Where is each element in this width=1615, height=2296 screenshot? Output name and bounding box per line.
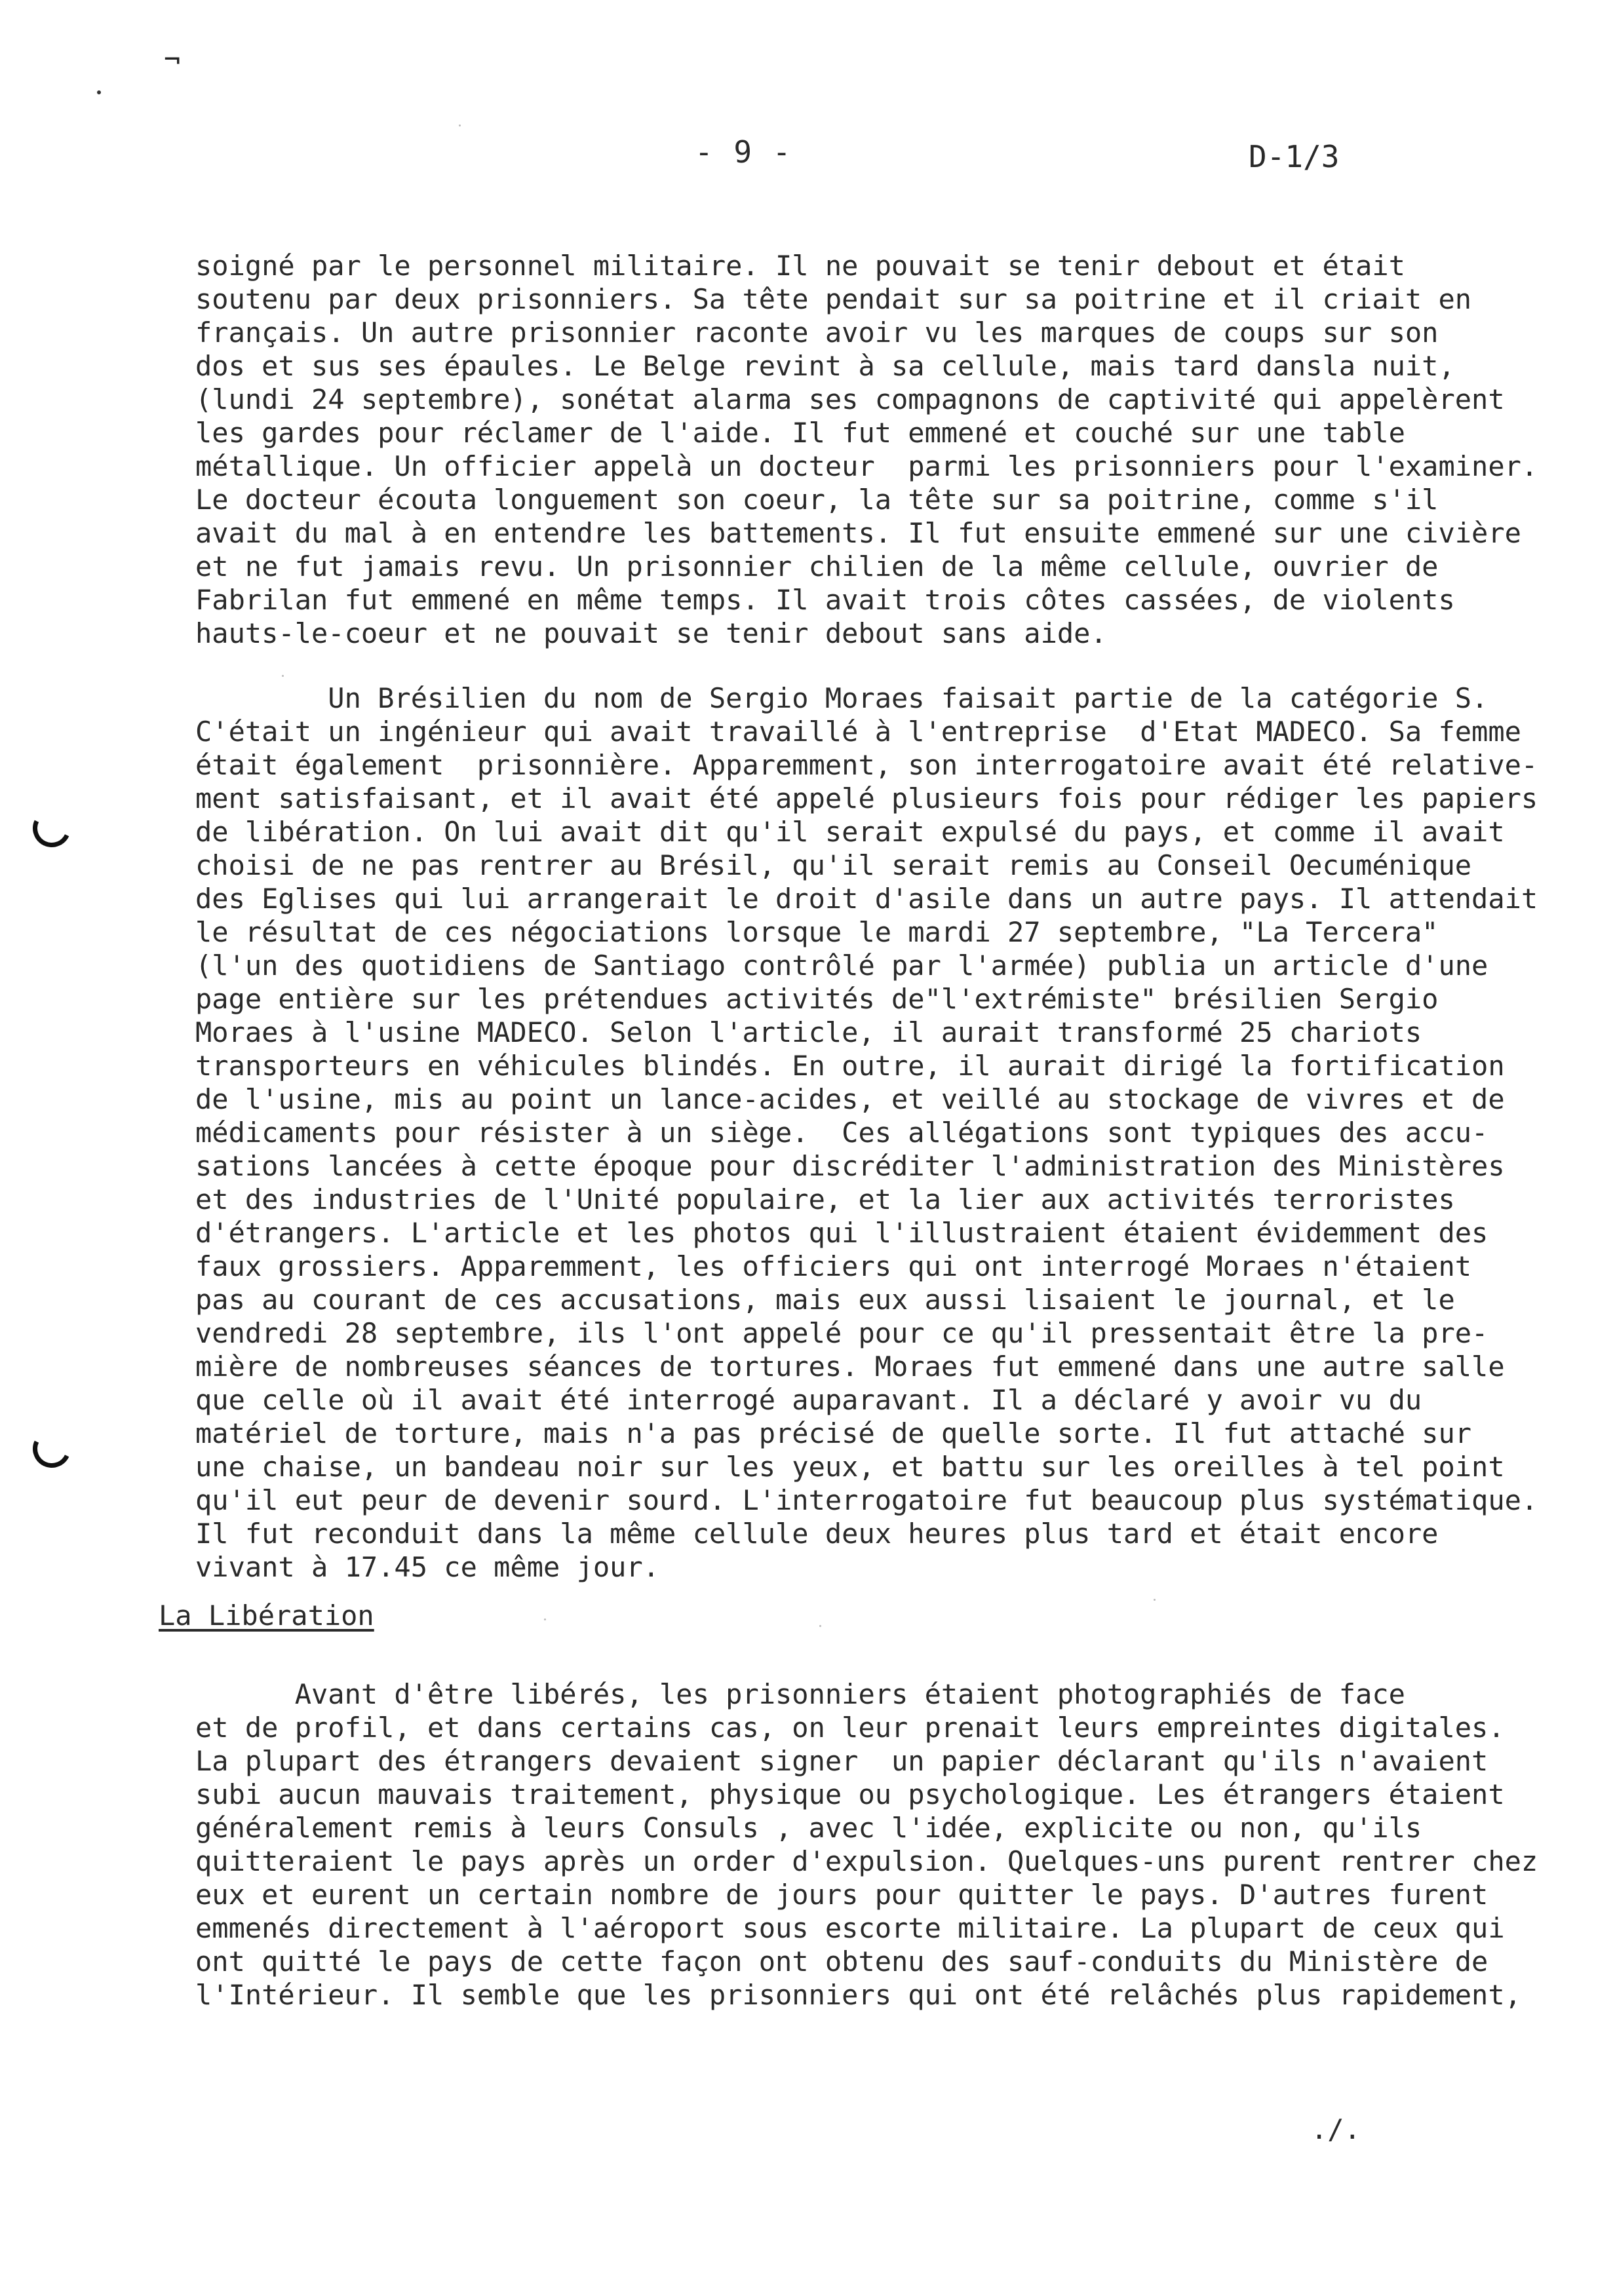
- speckle: [459, 124, 461, 126]
- text-line: métallique. Un officier appelà un docteur parmi les prisonniers pour l'examiner.: [195, 450, 1538, 482]
- speckle: [1154, 1599, 1156, 1601]
- text-line: page entière sur les prétendues activités de"l'extrémiste" brésilien Sergio: [195, 983, 1439, 1015]
- text-line: et des industries de l'Unité populaire, et la lier aux activités terroristes: [195, 1183, 1455, 1215]
- text-line: de libération. On lui avait dit qu'il serait expulsé du pays, et comme il avait: [195, 816, 1505, 848]
- text-line: vendredi 28 septembre, ils l'ont appelé pour ce qu'il pressentait être la pre-: [195, 1317, 1489, 1349]
- text-line: Avant d'être libérés, les prisonniers étaient photographiés de face: [195, 1678, 1405, 1710]
- text-line: d'étrangers. L'article et les photos qui l'illustraient étaient évidemment des: [195, 1217, 1489, 1249]
- text-line: Il fut reconduit dans la même cellule deux heures plus tard et était encore: [195, 1518, 1439, 1550]
- text-line: pas au courant de ces accusations, mais eux aussi lisaient le journal, et le: [195, 1284, 1455, 1316]
- text-line: emmenés directement à l'aéroport sous escorte militaire. La plupart de ceux qui: [195, 1912, 1505, 1944]
- text-line: qu'il eut peur de devenir sourd. L'interrogatoire fut beaucoup plus systématique.: [195, 1484, 1538, 1516]
- text-line: français. Un autre prisonnier raconte avoir vu les marques de coups sur son: [195, 316, 1439, 349]
- text-line: soutenu par deux prisonniers. Sa tête pendait sur sa poitrine et il criait en: [195, 283, 1472, 315]
- text-line: une chaise, un bandeau noir sur les yeux, et battu sur les oreilles à tel point: [195, 1451, 1505, 1483]
- text-line: sations lancées à cette époque pour discréditer l'administration des Ministères: [195, 1150, 1505, 1182]
- text-line: hauts-le-coeur et ne pouvait se tenir debout sans aide.: [195, 617, 1107, 649]
- text-line: avait du mal à en entendre les battements. Il fut ensuite emmené sur une civière: [195, 517, 1521, 549]
- text-line: transporteurs en véhicules blindés. En outre, il aurait dirigé la fortification: [195, 1050, 1505, 1082]
- text-line: Le docteur écouta longuement son coeur, la tête sur sa poitrine, comme s'il: [195, 484, 1439, 516]
- text-line: était également prisonnière. Apparemment, son interrogatoire avait été relative-: [195, 749, 1538, 781]
- text-line: soigné par le personnel militaire. Il ne pouvait se tenir debout et était: [195, 250, 1405, 282]
- speckle: [282, 675, 284, 677]
- text-line: (lundi 24 septembre), sonétat alarma ses compagnons de captivité qui appelèrent: [195, 383, 1505, 415]
- text-line: ont quitté le pays de cette façon ont obtenu des sauf-conduits du Ministère de: [195, 1945, 1489, 1978]
- speckle: [819, 1625, 821, 1627]
- text-line: Un Brésilien du nom de Sergio Moraes faisait partie de la catégorie S.: [195, 682, 1489, 714]
- paragraph-1: [195, 249, 1539, 650]
- text-line: choisi de ne pas rentrer au Brésil, qu'il serait remis au Conseil Oecuménique: [195, 849, 1472, 881]
- text-line: vivant à 17.45 ce même jour.: [195, 1551, 660, 1583]
- continuation-mark: ./.: [1311, 2113, 1361, 2145]
- punch-hole-mark: [28, 804, 76, 852]
- text-line: (l'un des quotidiens de Santiago contrôlé par l'armée) publia un article d'une: [195, 949, 1489, 982]
- page-number: - 9 -: [695, 134, 792, 170]
- text-line: Moraes à l'usine MADECO. Selon l'article, il aurait transformé 25 chariots: [195, 1016, 1422, 1048]
- punch-hole-mark: [28, 1425, 76, 1473]
- text-line: matériel de torture, mais n'a pas précisé de quelle sorte. Il fut attaché sur: [195, 1417, 1472, 1449]
- speckle: [544, 1618, 546, 1620]
- corner-mark: ¬: [164, 43, 181, 75]
- text-line: mière de nombreuses séances de tortures. Moraes fut emmené dans une autre salle: [195, 1350, 1505, 1383]
- paragraph-2: [195, 681, 1539, 1584]
- text-line: l'Intérieur. Il semble que les prisonniers qui ont été relâchés plus rapidement,: [195, 1979, 1521, 2011]
- text-line: dos et sus ses épaules. Le Belge revint à sa cellule, mais tard dansla nuit,: [195, 350, 1455, 382]
- text-line: subi aucun mauvais traitement, physique ou psychologique. Les étrangers étaient: [195, 1778, 1505, 1810]
- text-line: de l'usine, mis au point un lance-acides, et veillé au stockage de vivres et de: [195, 1083, 1505, 1115]
- text-line: La plupart des étrangers devaient signer un papier déclarant qu'ils n'avaient: [195, 1745, 1489, 1777]
- ink-dot: [97, 90, 101, 94]
- text-line: Fabrilan fut emmené en même temps. Il avait trois côtes cassées, de violents: [195, 584, 1455, 616]
- text-line: généralement remis à leurs Consuls , avec l'idée, explicite ou non, qu'ils: [195, 1812, 1422, 1844]
- text-line: et ne fut jamais revu. Un prisonnier chilien de la même cellule, ouvrier de: [195, 550, 1439, 583]
- text-line: ment satisfaisant, et il avait été appelé plusieurs fois pour rédiger les papiers: [195, 782, 1538, 814]
- text-line: et de profil, et dans certains cas, on leur prenait leurs empreintes digitales.: [195, 1712, 1505, 1744]
- document-reference: D-1/3: [1249, 139, 1340, 174]
- paragraph-3: [195, 1677, 1539, 2012]
- section-heading: La Libération: [159, 1599, 374, 1632]
- text-line: eux et eurent un certain nombre de jours pour quitter le pays. D'autres furent: [195, 1879, 1489, 1911]
- text-line: quitteraient le pays après un order d'expulsion. Quelques-uns purent rentrer chez: [195, 1845, 1538, 1877]
- text-line: que celle où il avait été interrogé auparavant. Il a déclaré y avoir vu du: [195, 1384, 1422, 1416]
- text-line: des Eglises qui lui arrangerait le droit d'asile dans un autre pays. Il attendait: [195, 883, 1538, 915]
- text-line: faux grossiers. Apparemment, les officiers qui ont interrogé Moraes n'étaient: [195, 1250, 1472, 1282]
- text-line: le résultat de ces négociations lorsque le mardi 27 septembre, "La Tercera": [195, 916, 1439, 948]
- text-line: médicaments pour résister à un siège. Ces allégations sont typiques des accu-: [195, 1117, 1489, 1149]
- text-line: les gardes pour réclamer de l'aide. Il fut emmené et couché sur une table: [195, 417, 1405, 449]
- text-line: C'était un ingénieur qui avait travaillé à l'entreprise d'Etat MADECO. Sa femme: [195, 716, 1521, 748]
